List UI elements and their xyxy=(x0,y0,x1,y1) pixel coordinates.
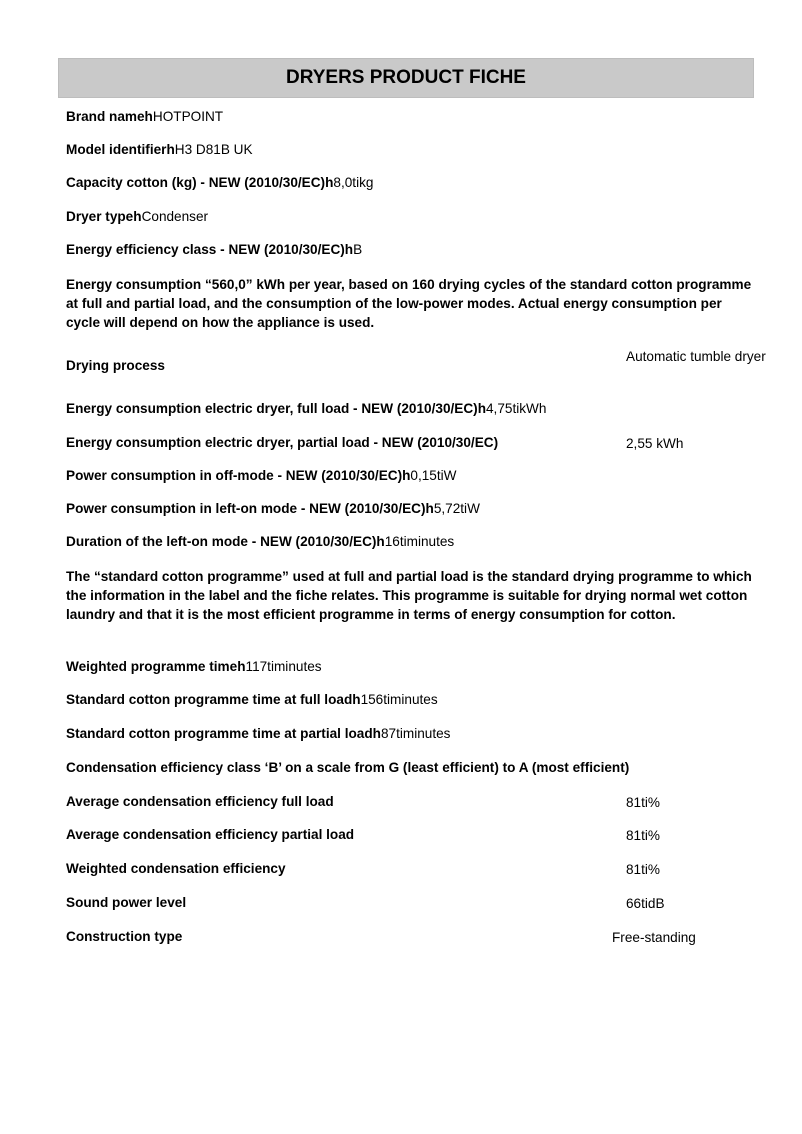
condensation-class-text: Condensation efficiency class ‘B’ on a scale from G (least efficient) to A (most efficient) xyxy=(66,760,630,775)
dryer-type-row xyxy=(66,208,208,226)
row-label: Standard cotton programme time at partial loadh xyxy=(66,726,381,741)
row-value: 8,0tikg xyxy=(333,175,374,190)
weighted-condensation-value: 81ti% xyxy=(626,862,661,877)
avg-condensation-partial-value: 81ti% xyxy=(626,828,661,843)
row-value: 4,75tikWh xyxy=(486,401,547,416)
capacity-row xyxy=(66,174,373,192)
row-label: Model identifierh xyxy=(66,142,175,157)
construction-type-value: Free-standing xyxy=(612,930,696,945)
drying-process-value: Automatic tumble dryer xyxy=(626,349,766,364)
row-label: Dryer typeh xyxy=(66,209,142,224)
row-value: 5,72tiW xyxy=(433,501,480,516)
row-label: Standard cotton programme time at full loadh xyxy=(66,692,361,707)
weighted-time-row xyxy=(66,658,322,676)
avg-condensation-full-value: 81ti% xyxy=(626,795,661,810)
drying-process-label: Drying process xyxy=(66,358,165,373)
row-value: H3 D81B UK xyxy=(174,142,253,157)
weighted-condensation-label: Weighted condensation efficiency xyxy=(66,861,286,876)
row-value: 117timinutes xyxy=(245,659,322,674)
model-identifier-row xyxy=(66,141,253,159)
row-label: Power consumption in off-mode - NEW (2010/30/EC)h xyxy=(66,468,411,483)
row-label: Weighted programme timeh xyxy=(66,659,246,674)
row-value: HOTPOINT xyxy=(152,109,224,124)
row-value: 156timinutes xyxy=(360,692,438,707)
sound-power-label: Sound power level xyxy=(66,895,187,910)
standard-programme-paragraph: The “standard cotton programme” used at full and partial load is the standard drying programme to which the information in the label and the fiche relates. This programme is suitable for drying normal wet cotton laundry and that it is the most efficient programme in terms of energy consumption for cotton. xyxy=(66,569,752,622)
row-label: Energy consumption electric dryer, full load - NEW (2010/30/EC)h xyxy=(66,401,486,416)
partial-load-time-row xyxy=(66,725,450,743)
row-label: Duration of the left-on mode - NEW (2010/30/EC)h xyxy=(66,534,385,549)
energy-consumption-paragraph: Energy consumption “560,0” kWh per year, based on 160 drying cycles of the standard cotton programme at full and partial load, and the consumption of the low-power modes. Actual energy consumption per cycle will depend on how the appliance is used. xyxy=(66,277,752,330)
off-mode-row xyxy=(66,467,457,485)
avg-condensation-full-label: Average condensation efficiency full load xyxy=(66,794,334,809)
sound-power-value: 66tidB xyxy=(626,896,665,911)
energy-partial-load-label: Energy consumption electric dryer, partial load - NEW (2010/30/EC) xyxy=(66,435,499,450)
row-value: B xyxy=(353,242,363,257)
row-label: Capacity cotton (kg) - NEW (2010/30/EC)h xyxy=(66,175,334,190)
energy-full-load-row xyxy=(66,400,546,418)
row-value: 87timinutes xyxy=(380,726,451,741)
full-load-time-row xyxy=(66,691,438,709)
row-value: 16timinutes xyxy=(384,534,455,549)
page-title: DRYERS PRODUCT FICHE xyxy=(58,58,754,98)
row-label: Power consumption in left-on mode - NEW (2010/30/EC)h xyxy=(66,501,434,516)
row-label: Energy efficiency class - NEW (2010/30/EC)h xyxy=(66,242,354,257)
energy-partial-load-value: 2,55 kWh xyxy=(626,436,684,451)
avg-condensation-partial-label: Average condensation efficiency partial load xyxy=(66,827,355,842)
construction-type-label: Construction type xyxy=(66,929,183,944)
row-value: Condenser xyxy=(141,209,209,224)
left-on-mode-row xyxy=(66,500,480,518)
brand-name-row xyxy=(66,108,223,126)
row-value: 0,15tiW xyxy=(410,468,457,483)
row-label: Brand nameh xyxy=(66,109,153,124)
energy-class-row xyxy=(66,241,362,259)
left-on-duration-row xyxy=(66,533,454,551)
